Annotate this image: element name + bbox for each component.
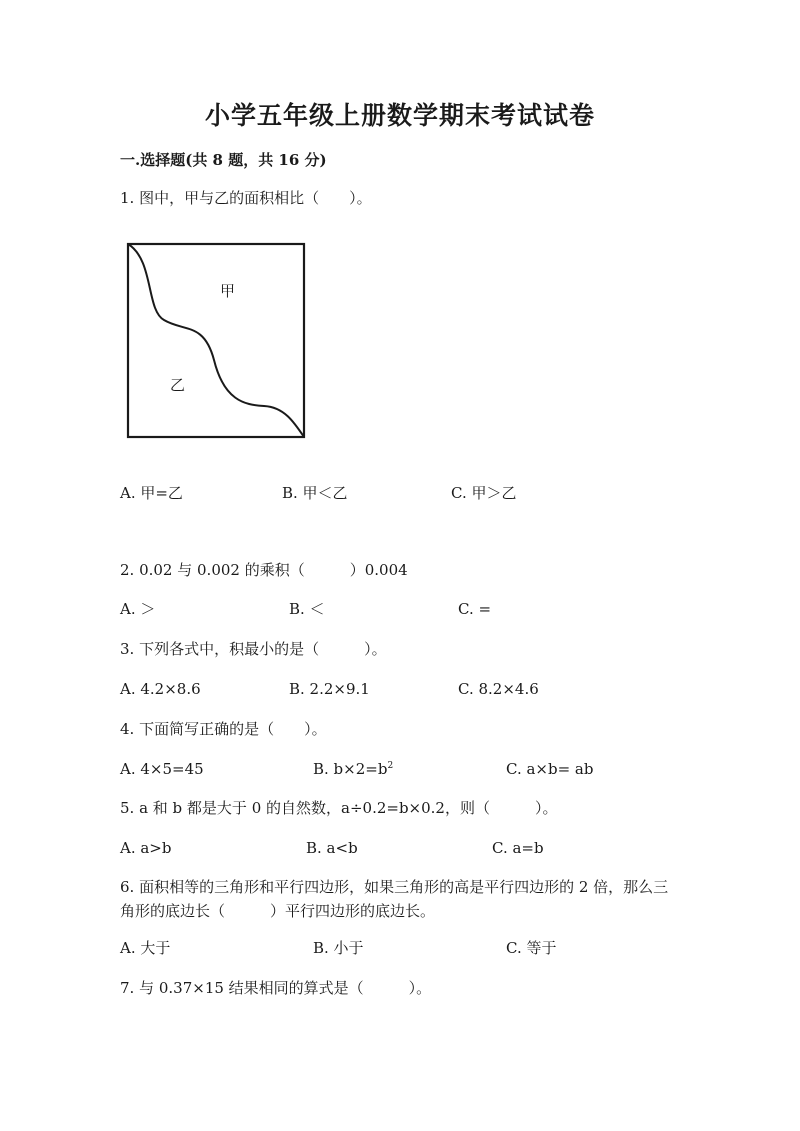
question-6-option-b[interactable]: B. 小于 (313, 939, 364, 957)
figure-square (128, 244, 304, 437)
question-1-stem: 1. 图中，甲与乙的面积相比（ ）。 (120, 189, 372, 207)
question-6-option-c[interactable]: C. 等于 (506, 939, 557, 957)
question-1-option-a[interactable]: A. 甲=乙 (120, 484, 183, 502)
question-4-option-b-superscript: 2 (387, 761, 394, 771)
question-2-stem: 2. 0.02 与 0.002 的乘积（ ）0.004 (120, 561, 408, 579)
question-3-stem: 3. 下列各式中，积最小的是（ ）。 (120, 640, 387, 658)
question-1-option-c[interactable]: C. 甲＞乙 (451, 484, 517, 502)
question-3-option-a[interactable]: A. 4.2×8.6 (120, 680, 201, 698)
question-5-option-a[interactable]: A. a>b (120, 839, 172, 857)
question-4-option-a[interactable]: A. 4×5=45 (120, 760, 204, 778)
question-3-option-b[interactable]: B. 2.2×9.1 (289, 680, 370, 698)
question-3-option-c[interactable]: C. 8.2×4.6 (458, 680, 539, 698)
question-2-option-c[interactable]: C. = (458, 600, 492, 618)
area-comparison-figure (124, 240, 308, 444)
question-4-stem: 4. 下面简写正确的是（ ）。 (120, 720, 327, 738)
question-2-option-a[interactable]: A. ＞ (120, 600, 156, 618)
section-heading: 一.选择题(共 8 题，共 16 分) (120, 151, 327, 169)
page-title: 小学五年级上册数学期末考试试卷 (204, 101, 595, 130)
question-4-option-c[interactable]: C. a×b= ab (506, 760, 594, 778)
question-5-option-b[interactable]: B. a<b (306, 839, 358, 857)
question-6-stem: 6. 面积相等的三角形和平行四边形，如果三角形的高是平行四边形的 2 倍，那么三角形的底边长（ ）平行四边形的底边长。 (120, 878, 669, 920)
question-5-option-c[interactable]: C. a=b (492, 839, 544, 857)
figure-label-yi: 乙 (170, 376, 186, 394)
question-6-option-a[interactable]: A. 大于 (120, 939, 171, 957)
question-4-option-b-text: B. b×2=b (313, 760, 388, 778)
question-7-stem: 7. 与 0.37×15 结果相同的算式是（ ）。 (120, 979, 432, 997)
question-2-option-b[interactable]: B. ＜ (289, 600, 325, 618)
question-4-option-b[interactable] (313, 757, 393, 781)
figure-curve (128, 244, 304, 437)
question-5-stem: 5. a 和 b 都是大于 0 的自然数，a÷0.2=b×0.2，则（ ）。 (120, 799, 558, 817)
question-1-option-b[interactable]: B. 甲＜乙 (282, 484, 348, 502)
figure-label-jia: 甲 (220, 282, 236, 300)
